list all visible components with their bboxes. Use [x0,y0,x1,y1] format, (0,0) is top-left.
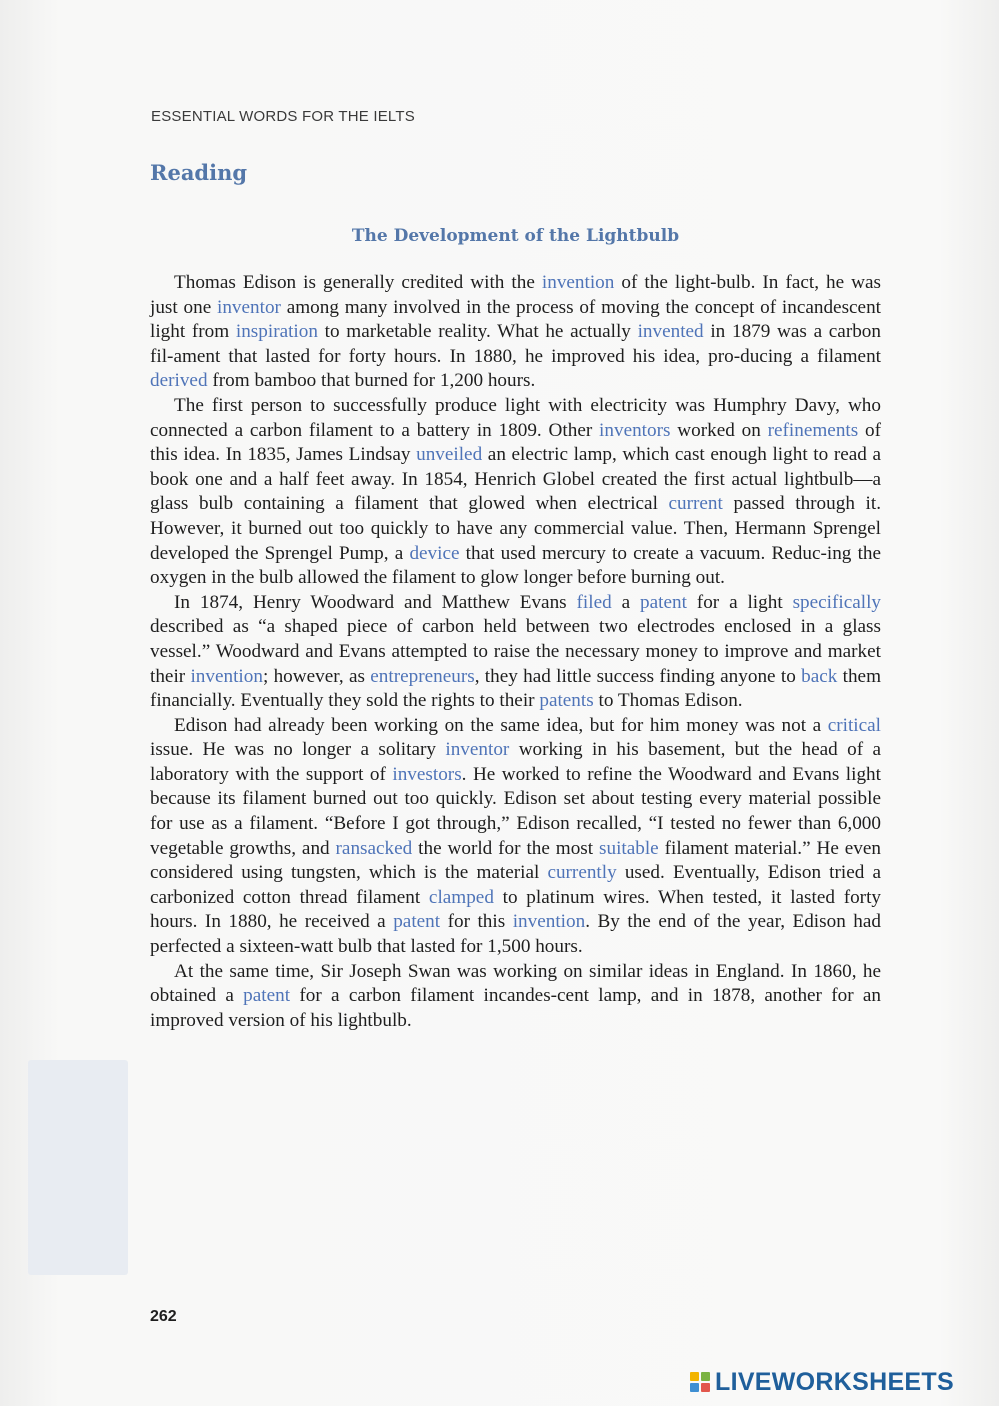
logo-icon [690,1372,710,1392]
text-run: that used mercury to create a vacuum. Reduc-ing the oxygen in the bulb allowed the filament to glow longer before burning out. [150,542,882,589]
text-run: , they had little success finding anyone to [474,665,802,687]
vocabulary-word: invention [541,272,615,293]
vocabulary-word: suitable [599,837,659,859]
vocabulary-word: invention [190,665,263,687]
logo-text: LIVEWORKSHEETS [715,1367,954,1396]
article-title: The Development of the Lightbulb [351,226,680,246]
unit-side-tab [28,1060,128,1275]
text-run: used. Eventually, Edison tried a carbonized cotton thread filament [150,862,881,908]
text-run: working in his basement, but the head of a laboratory with the support of [150,739,881,785]
article-body [150,271,881,1033]
section-title: Reading [150,160,248,185]
vocabulary-word: current [668,493,723,515]
vocabulary-word: critical [827,714,881,736]
text-run: them financially. Eventually they sold the rights to their [150,665,881,712]
paragraph [150,714,881,960]
text-run: ; however, as [262,665,371,687]
vocabulary-word: patent [393,911,441,933]
vocabulary-word: patent [243,985,291,1007]
vocabulary-word: invented [637,321,704,343]
vocabulary-word: patents [539,690,594,712]
vocabulary-word: filed [576,591,612,613]
text-run: . By the end of the year, Edison had perfected a sixteen-watt bulb that lasted for 1,500 hours. [150,911,881,958]
logo-square [701,1372,710,1381]
vocabulary-word: entrepreneurs [370,665,475,687]
vocabulary-word: patent [640,591,687,613]
running-head: ESSENTIAL WORDS FOR THE IELTS [151,108,415,125]
vocabulary-word: investors [392,763,462,785]
vocabulary-word: unveiled [416,444,483,466]
vocabulary-word: back [801,665,838,687]
vocabulary-word: derived [150,370,208,392]
text-run: of this idea. In 1835, James Lindsay [150,419,882,466]
paragraph [150,271,881,394]
text-run: At the same time, Sir Joseph Swan was working on similar ideas in England. In 1860, he obtained a [150,960,881,1007]
page-number: 262 [150,1308,177,1325]
text-run: an electric lamp, which cast enough light to read a book one and a half feet away. In 1854, Henrich Globel created the first actual lightbulb—a glass bulb containing a filament that glowed when electrical [150,444,881,515]
text-run: issue. He was no longer a solitary [150,739,446,761]
vocabulary-word: invention [512,911,586,933]
vocabulary-word: refinements [767,419,859,441]
text-run: described as “a shaped piece of carbon held between two electrodes enclosed in a glass vessel.” Woodward and Evans attempted to raise the necessary money to improve and market their [150,616,881,687]
text-run: Edison had already been working on the same idea, but for him money was not a [174,714,828,736]
logo-square [701,1383,710,1392]
text-run: passed through it. However, it burned out too quickly to have any commercial value. Then, Hermann Sprengel developed the Sprengel Pump, a [150,493,882,564]
vocabulary-word: clamped [428,886,494,908]
vocabulary-word: inventor [445,739,510,761]
vocabulary-word: ransacked [335,837,413,859]
text-run: to marketable reality. What he actually [317,321,638,343]
text-run: for a light [686,591,793,613]
text-run: the world for the most [412,837,600,859]
vocabulary-word: currently [547,862,617,884]
paragraph [150,960,881,1034]
text-run: The first person to successfully produce light with electricity was Humphry Davy, who connected a carbon filament to a battery in 1809. Other [150,394,881,441]
vocabulary-word: inventors [599,419,671,441]
text-run: a [611,591,641,613]
text-run: to Thomas Edison. [593,690,743,712]
vocabulary-word: inspiration [235,321,318,343]
logo-square [690,1383,699,1392]
text-run: for this [440,911,513,933]
text-run: of the light-bulb. In fact, he was just one [150,272,882,318]
text-run: Thomas Edison is generally credited with the [174,272,542,293]
vocabulary-word: device [409,542,460,564]
text-run: filament material.” He even considered using tungsten, which is the material [150,837,881,884]
text-run: . He worked to refine the Woodward and Evans light because its filament burned out too quickly. Edison set about testing every material possible for use as a filament. “Before I got through,” Edison recalled, “I tested no fewer than 6,000 vegetable growths, and [150,763,881,859]
text-run: In 1874, Henry Woodward and Matthew Evans [174,591,577,613]
text-run: to platinum wires. When tested, it lasted forty hours. In 1880, he received a [150,886,881,933]
paragraph [150,394,881,591]
text-run: worked on [670,419,768,441]
text-run: from bamboo that burned for 1,200 hours. [207,370,536,392]
liveworksheets-logo[interactable] [690,1367,954,1397]
text-run: in 1879 was a carbon fil-ament that lasted for forty hours. In 1880, he improved his idea, pro-ducing a filament [150,321,881,367]
vocabulary-word: specifically [792,591,881,613]
vocabulary-word: inventor [217,296,281,318]
text-run: for a carbon filament incandes-cent lamp, and in 1878, another for an improved version of his lightbulb. [150,985,881,1031]
logo-square [690,1372,699,1381]
text-run: among many involved in the process of moving the concept of incandescent light from [150,296,881,343]
paragraph [150,591,881,714]
